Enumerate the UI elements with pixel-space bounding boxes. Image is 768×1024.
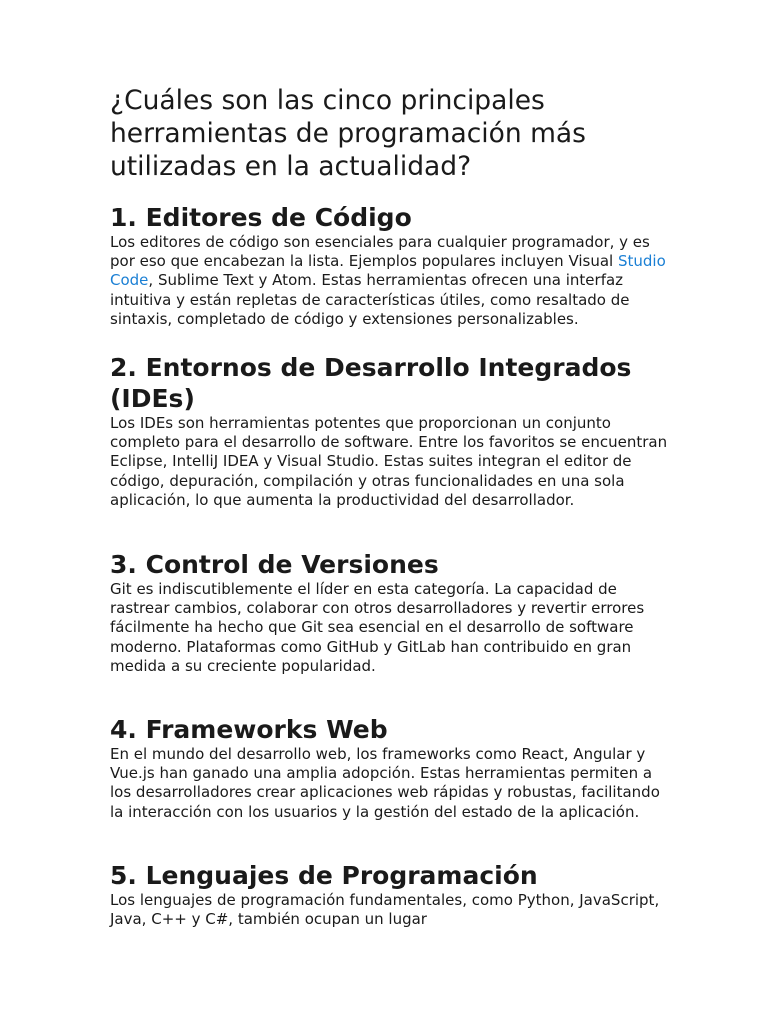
section-programming-languages — [110, 860, 670, 929]
section-body: En el mundo del desarrollo web, los frameworks como React, Angular y Vue.js han ganado una amplia adopción. Estas herramientas permiten a los desarrolladores crear aplicaciones web rápidas y robustas, facilitando la interacción con los usuarios y la gestión del estado de la aplicación. — [110, 745, 660, 821]
section-body: Los IDEs son herramientas potentes que proporcionan un conjunto completo para el desarrollo de software. Entre los favoritos se encuentran Eclipse, IntelliJ IDEA y Visual Studio. Estas suites integran el editor de código, depuración, compilación y otras funcionalidades en una sola aplicación, lo que aumenta la productividad del desarrollador. — [110, 414, 668, 509]
section-body: Los lenguajes de programación fundamentales, como Python, JavaScript, Java, C++ y C#, también ocupan un lugar — [110, 891, 660, 929]
document-page — [110, 84, 670, 929]
section-heading: 1. Editores de Código — [110, 203, 412, 232]
section-code-editors — [110, 202, 670, 329]
page-title: ¿Cuáles son las cinco principales herramientas de programación más utilizadas en la actualidad? — [110, 85, 586, 182]
section-heading: 4. Frameworks Web — [110, 715, 388, 744]
body-text: , Sublime Text y Atom. Estas herramientas ofrecen una interfaz intuitiva y están repletas de características útiles, como resaltado de sintaxis, completado de código y extensiones personalizables. — [110, 271, 630, 328]
section-heading: 5. Lenguajes de Programación — [110, 861, 538, 890]
section-web-frameworks — [110, 714, 670, 822]
section-heading: 3. Control de Versiones — [110, 550, 439, 579]
section-ides — [110, 352, 670, 510]
section-heading: 2. Entornos de Desarrollo Integrados (IDEs) — [110, 353, 632, 413]
section-version-control — [110, 549, 670, 676]
studio-code-link[interactable]: Studio Code — [110, 252, 666, 290]
body-text: Los editores de código son esenciales para cualquier programador, y es por eso que encabezan la lista. Ejemplos populares incluyen Visual — [110, 233, 650, 271]
section-body: Git es indiscutiblemente el líder en esta categoría. La capacidad de rastrear cambios, colaborar con otros desarrolladores y revertir errores fácilmente ha hecho que Git sea esencial en el desarrollo de software moderno. Plataformas como GitHub y GitLab han contribuido en gran medida a su creciente popularidad. — [110, 580, 645, 675]
section-body — [110, 233, 670, 329]
